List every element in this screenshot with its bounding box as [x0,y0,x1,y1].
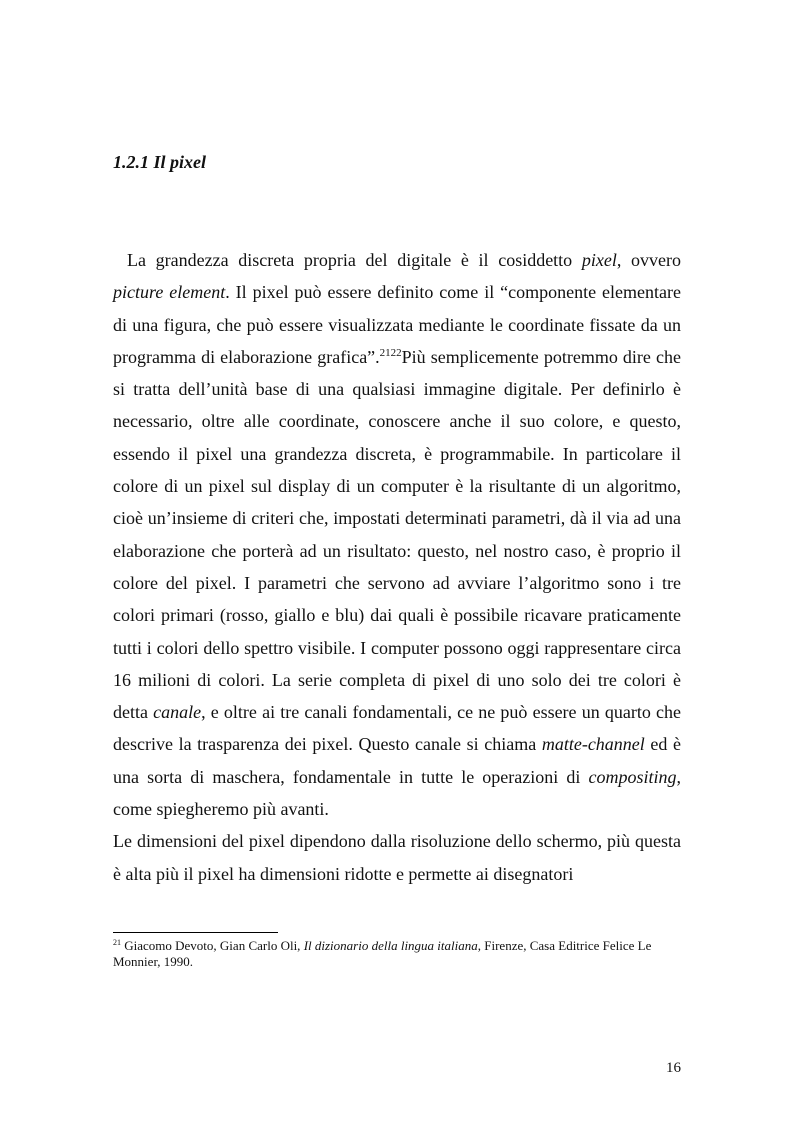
text-run: ed è una sorta di maschera, fondamentale in tutte le operazioni di [113,734,681,787]
emphasis-pixel: pixel [581,250,617,270]
footnote-book-title: Il dizionario della lingua italiana [303,938,478,953]
text-run: , ovvero [616,250,681,270]
section-heading [113,152,206,173]
footnote-publisher: , Firenze, Casa Editrice Felice Le Monnier, 1990. [113,938,652,969]
text-run: Più semplicemente potremmo dire che si tratta dell’unità base di una qualsiasi immagine digitale. Per definirlo è necessario, oltre alle coordinate, conoscere anche il suo colore, e questo, essendo il pixel una grandezza discreta, è programmabile. In particolare il colore di un pixel sul display di un computer è la risultante di un algoritmo, cioè un’insieme di criteri che, impostati determinati parametri, dà il via ad una elaborazione che porterà ad un risultato: questo, nel nostro caso, è proprio il colore del pixel. I parametri che servono ad avviare l’algoritmo sono i tre colori primari (rosso, giallo e blu) dai quali è possibile ricavare praticamente tutti i colori dello spettro visibile. I computer possono oggi rappresentare circa 16 milioni di colori. La serie completa di pixel di uno solo dei tre colori è detta [113,346,681,723]
footnote-authors: Giacomo Devoto, Gian Carlo Oli, [121,938,304,953]
text-run: , come spiegheremo più avanti. [113,766,681,820]
text-run: La grandezza discreta propria del digitale è il cosiddetto [127,250,582,270]
paragraph-2: Le dimensioni del pixel dipendono dalla risoluzione dello schermo, più questa è alta più il pixel ha dimensioni ridotte e permette ai disegnatori [113,831,681,884]
emphasis-canale: canale [153,702,202,723]
text-run: . Il pixel può essere definito come il “componente elementare di una figura, che può essere visualizzata mediante le coordinate fissate da un programma di elaborazione grafica”. [113,282,681,367]
section-title: Il pixel [153,152,206,172]
footnote [113,938,681,970]
footnote-marker: 21 [113,938,121,947]
emphasis-picture-element: picture element [113,282,226,303]
footnote-reference: 2122 [379,346,402,359]
paragraph-1 [113,244,681,825]
page-number: 16 [666,1060,681,1076]
body-text [113,244,681,890]
footnote-separator [113,932,278,933]
emphasis-compositing: compositing [588,766,677,787]
section-number: 1.2.1 [113,152,149,172]
text-run: , e oltre ai tre canali fondamentali, ce ne può essere un quarto che descrive la trasparenza dei pixel. Questo canale si chiama [113,702,681,755]
emphasis-matte-channel: matte-channel [541,734,645,755]
